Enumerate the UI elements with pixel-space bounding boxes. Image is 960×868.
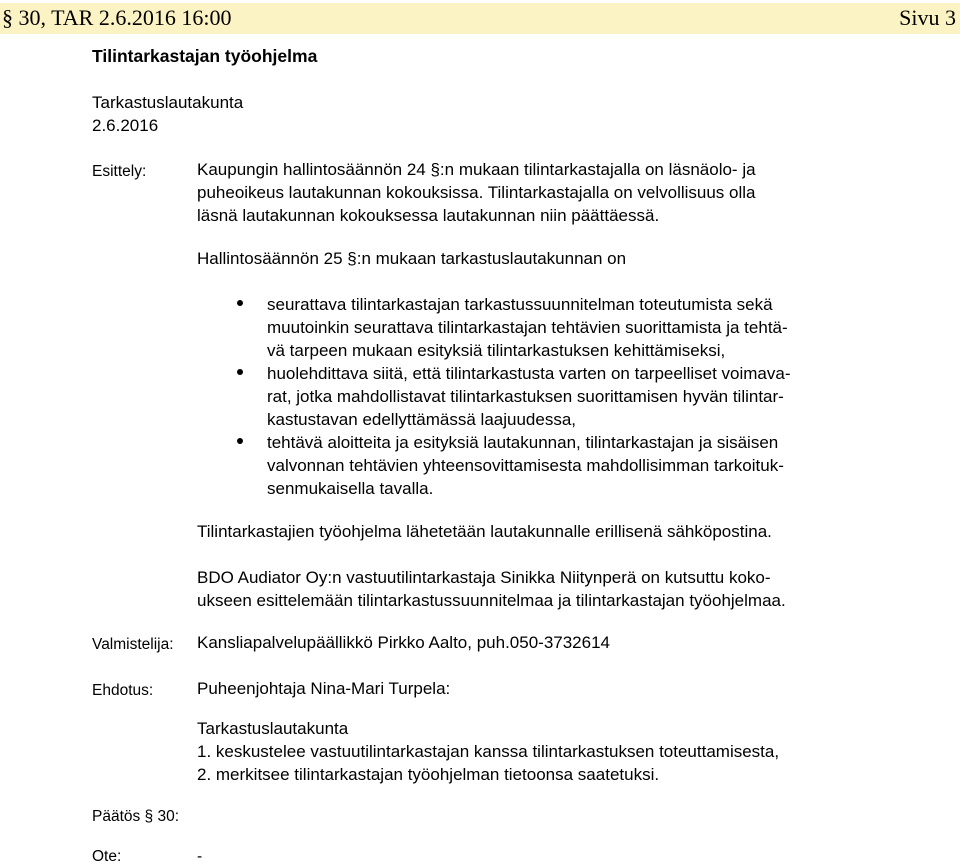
valmistelija-label: Valmistelija:	[92, 636, 174, 653]
bullet-2-line-3: kastustavan edellyttämässä laajuudessa,	[267, 410, 577, 429]
esittely-paragraph-2-line-2: ukseen esittelemään tilintarkastussuunnitelmaa ja tilintarkastajan työohjelmaa.	[197, 591, 786, 610]
bullet-3-line-1: tehtävä aloitteita ja esityksiä lautakunnan, tilintarkastajan ja sisäisen	[267, 433, 779, 452]
ehdotus-label: Ehdotus:	[92, 682, 154, 699]
ehdotus-value: Puheenjohtaja Nina-Mari Turpela:	[197, 679, 451, 698]
ehdotus-item-1: 1. keskustelee vastuutilintarkastajan kanssa tilintarkastuksen toteuttamisesta,	[197, 742, 780, 761]
esittely-line-2: puheoikeus lautakunnan kokouksissa. Tilintarkastajalla on velvollisuus olla	[197, 183, 756, 202]
valmistelija-value: Kansliapalvelupäällikkö Pirkko Aalto, puh.050-3732614	[197, 633, 611, 652]
bullet-3-line-3: senmukaisella tavalla.	[267, 479, 434, 498]
paatos-label: Päätös § 30:	[92, 808, 180, 825]
bullet-1-line-2: muutoinkin seurattava tilintarkastajan tehtävien suorittamista ja tehtä-	[267, 318, 788, 337]
esittely-intro: Hallintosäännön 25 §:n mukaan tarkastuslautakunnan on	[197, 249, 627, 268]
page-header	[0, 3, 960, 34]
ehdotus-item-2: 2. merkitsee tilintarkastajan työohjelman tietoonsa saatetuksi.	[197, 765, 660, 784]
bullet-2-line-2: rat, jotka mahdollistavat tilintarkastuksen suorittamisen hyvän tilintar-	[267, 387, 784, 406]
bullet-3-line-2: valvonnan tehtävien yhteensovittamisesta mahdollisimman tarkoituk-	[267, 456, 784, 475]
bullet-1-line-3: vä tarpeen mukaan esityksiä tilintarkastuksen kehittämiseksi,	[267, 341, 726, 360]
document-title: Tilintarkastajan työohjelma	[92, 46, 318, 66]
ote-value: -	[197, 848, 203, 865]
meeting-body: Tarkastuslautakunta	[92, 93, 244, 112]
esittely-line-1: Kaupungin hallintosäännön 24 §:n mukaan tilintarkastajalla on läsnäolo- ja	[197, 160, 756, 179]
bullet-1-icon	[237, 300, 243, 306]
bullet-2-line-1: huolehdittava siitä, että tilintarkastusta varten on tarpeelliset voimava-	[267, 364, 791, 383]
esittely-line-3: läsnä lautakunnan kokouksessa lautakunnan niin päättäessä.	[197, 206, 660, 225]
bullet-3-icon	[237, 438, 243, 444]
page-number: Sivu 3	[899, 5, 956, 30]
ote-label: Ote:	[92, 848, 122, 865]
esittely-paragraph-1: Tilintarkastajien työohjelma lähetetään lautakunnalle erillisenä sähköpostina.	[197, 522, 772, 541]
ehdotus-body: Tarkastuslautakunta	[197, 719, 349, 738]
esittely-paragraph-2-line-1: BDO Audiator Oy:n vastuutilintarkastaja Sinikka Niitynperä on kutsuttu koko-	[197, 568, 771, 587]
bullet-2-icon	[237, 369, 243, 375]
meeting-date: 2.6.2016	[92, 116, 159, 135]
bullet-1-line-1: seurattava tilintarkastajan tarkastussuunnitelman toteutumista sekä	[267, 295, 773, 314]
esittely-label: Esittely:	[92, 163, 147, 180]
section-reference: § 30, TAR 2.6.2016 16:00	[2, 5, 232, 30]
